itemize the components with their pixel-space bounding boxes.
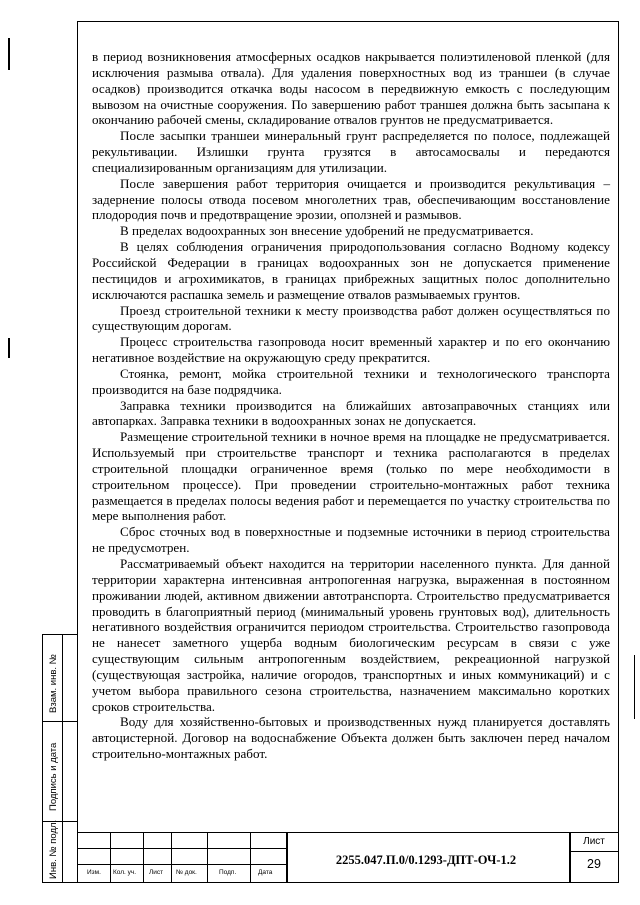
title-block-n-dok: № док. bbox=[176, 869, 197, 876]
paragraph: Проезд строительной техники к месту производства работ должен осуществляться по существующим дорогам. bbox=[92, 302, 610, 334]
title-block-row-line bbox=[77, 848, 286, 849]
sidebar-label-vzam: Взам. инв. № bbox=[48, 654, 59, 713]
paragraph: В пределах водоохранных зон внесение удобрений не предусматривается. bbox=[120, 223, 534, 239]
binding-mark-bottom bbox=[8, 338, 10, 358]
title-block-kol-uch: Кол. уч. bbox=[113, 869, 137, 876]
paragraph: Размещение строительной техники в ночное время на площадке не предусматривается. Используемый при строительстве транспорт и техника располагаются в пределах строительной площадки ограниченное время (только по мере необходимости в строительном процессе). При проведении строительно-монтажных работ техника размещается в пределах полосы ведения работ и перемещается по участку строительства по мере выполнения работ. bbox=[92, 429, 610, 524]
sheet-number: 29 bbox=[587, 857, 601, 871]
title-block-row-line bbox=[77, 864, 286, 865]
paragraph: В целях соблюдения ограничения природопользования согласно Водному кодексу Российской Федерации в границах водоохранных зон не допускается применение пестицидов и агрохимикатов, в границах прибрежных защитных полос дополнительно исключаются распашка земель и размещение отвалов размываемых грунтов. bbox=[92, 239, 610, 302]
title-block-col-line bbox=[250, 832, 251, 883]
title-block-data: Дата bbox=[258, 869, 273, 876]
paragraph: Рассматриваемый объект находится на территории населенного пункта. Для данной территории характерна интенсивная антропогенная нагрузка, выраженная в постоянном проживании людей, активном движении автотранспорта. Строительство предусматривается проводить в благоприятный период (минимальный уровень грунтовых вод), длительность негативного воздействия ограничится периодом строительства. Строительство газопровода не нанесет заметного ущерба водным биологическим ресурсам в связи с уже существующим сильным антропогенным воздействием, рекреационной нагрузкой (существующая застройка, наличие огородов, транспортных и иных коммуникаций) и с учетом выбора правильного сезона строительства, назначением максимально коротких сроков строительства. bbox=[92, 556, 610, 714]
paragraph: Воду для хозяйственно-бытовых и производственных нужд планируется доставлять автоцистерной. Договор на водоснабжение Объекта должен быть заключен перед началом строительно-монтажных работ. bbox=[92, 714, 610, 762]
sidebar-label-podpis: Подпись и дата bbox=[48, 742, 59, 811]
title-block-col-line bbox=[207, 832, 208, 883]
paragraph: После засыпки траншеи минеральный грунт распределяется по полосе, подлежащей рекультивации. Излишки грунта грузятся в автосамосвалы и передаются специализированным организациям для утилизации. bbox=[92, 128, 610, 175]
sheet-label: Лист bbox=[583, 836, 605, 847]
paragraph: Стоянка, ремонт, мойка строительной техники и технологического транспорта производится на базе подрядчика. bbox=[92, 365, 610, 397]
title-block-row-line bbox=[569, 851, 619, 852]
paragraph: Заправка техники производится на ближайших автозаправочных станциях или автопарках. Заправка техники в водоохранных зонах не допускается. bbox=[92, 397, 610, 429]
paragraph: После завершения работ территория очищается и производится рекультивация – задернение полосы отвода посевом многолетних трав, обеспечивающим восстановление плодородия почв и предотвращение эрозии, оползней и размывов. bbox=[92, 175, 610, 223]
margin-mark-right bbox=[634, 655, 635, 719]
binding-mark-top bbox=[8, 38, 10, 70]
title-block-podp: Подп. bbox=[219, 869, 237, 876]
title-block-col-line bbox=[171, 832, 172, 883]
paragraph: в период возникновения атмосферных осадков накрывается полиэтиленовой пленкой (для исключения размыва отвала). Для удаления поверхностных вод из траншеи (в случае осадков) производится откачка воды насосом в передвижную емкость с последующим вывозом на очистные сооружения. По завершению работ траншея должна быть засыпана к окончанию рабочей смены, складирование отвалов грунтов не предусматривается. bbox=[92, 49, 610, 128]
document-code: 2255.047.П.0/0.1293-ДПТ-ОЧ-1.2 bbox=[335, 853, 517, 867]
title-block-izm: Изм. bbox=[87, 869, 101, 876]
title-block-col-line bbox=[110, 832, 111, 883]
paragraph: Сброс сточных вод в поверхностные и подземные источники в период строительства не предусмотрен. bbox=[92, 524, 610, 556]
sidebar-stamp bbox=[42, 634, 77, 883]
title-block-list: Лист bbox=[149, 869, 164, 876]
title-block-col-line bbox=[143, 832, 144, 883]
sidebar-label-inv: Инв. № подл. bbox=[48, 819, 59, 879]
paragraph: Процесс строительства газопровода носит временный характер и по его окончанию негативное воздействие на окружающую среду прекратится. bbox=[92, 334, 610, 366]
document-body bbox=[92, 49, 610, 762]
sidebar-cell-divider bbox=[43, 721, 77, 722]
